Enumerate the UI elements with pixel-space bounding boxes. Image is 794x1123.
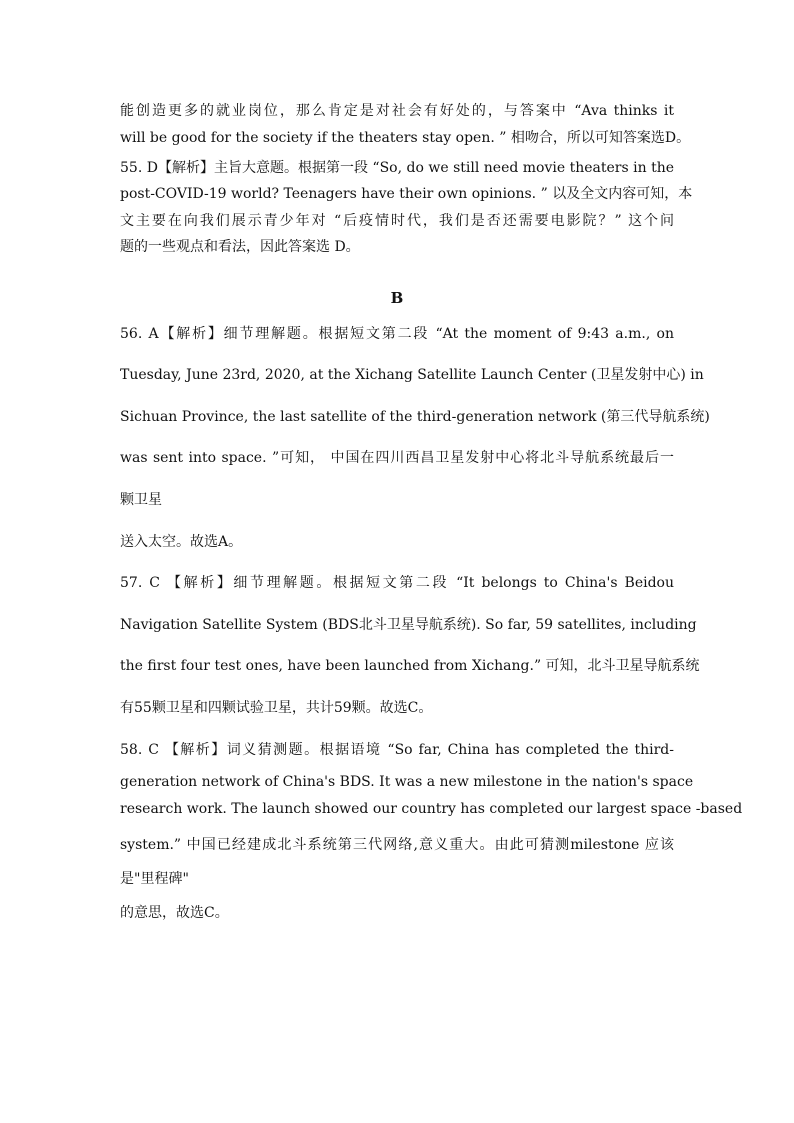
q58-line-5: 是"里程碑" bbox=[120, 871, 189, 887]
q55-line-1: 55. D【解析】主旨大意题。根据第一段 “So, do we still need movie theaters in the bbox=[120, 160, 674, 176]
q58-line-4: system.” 中国已经建成北斗系统第三代网络,意义重大。由此可猜测milestone 应该 bbox=[120, 837, 674, 853]
q55-tail-line-2: will be good for the society if the theaters stay open. ” 相吻合，所以可知答案选D。 bbox=[120, 130, 691, 146]
q56-line-1: 56. A【解析】细节理解题。根据短文第二段 “At the moment of 9:43 a.m., on bbox=[120, 326, 674, 342]
q56-line-3: Sichuan Province, the last satellite of the third-generation network (第三代导航系统) bbox=[120, 409, 710, 425]
q55-line-2: post-COVID-19 world? Teenagers have their own opinions. ” 以及全文内容可知，本 bbox=[120, 186, 693, 202]
q56-line-2: Tuesday, June 23rd, 2020, at the Xichang Satellite Launch Center (卫星发射中心) in bbox=[120, 367, 704, 383]
q57-line-4: 有55颗卫星和四颗试验卫星，共计59颗。故选C。 bbox=[120, 700, 433, 716]
q57-line-1: 57. C 【解析】细节理解题。根据短文第二段 “It belongs to China's Beidou bbox=[120, 575, 674, 591]
q56-line-5: 颗卫星 bbox=[120, 492, 162, 508]
q56-line-4: was sent into space. ”可知， 中国在四川西昌卫星发射中心将北斗导航系统最后一 bbox=[120, 450, 674, 466]
q57-line-3: the first four test ones, have been launched from Xichang.” 可知，北斗卫星导航系统 bbox=[120, 658, 700, 674]
q57-line-2: Navigation Satellite System (BDS北斗卫星导航系统). So far, 59 satellites, including bbox=[120, 617, 697, 633]
q56-line-6: 送入太空。故选A。 bbox=[120, 534, 243, 550]
q58-line-3: research work. The launch showed our country has completed our largest space -based bbox=[120, 801, 743, 817]
q55-line-3: 文主要在向我们展示青少年对 “后疫情时代，我们是否还需要电影院？” 这个问 bbox=[120, 213, 674, 229]
q58-line-6: 的意思，故选C。 bbox=[120, 905, 229, 921]
q55-tail-line-1: 能创造更多的就业岗位，那么肯定是对社会有好处的，与答案中 “Ava thinks it bbox=[120, 103, 674, 119]
q58-line-2: generation network of China's BDS. It was a new milestone in the nation's space bbox=[120, 774, 694, 790]
section-heading: B bbox=[390, 289, 404, 307]
q55-line-4: 题的一些观点和看法，因此答案选 D。 bbox=[120, 239, 360, 255]
q58-line-1: 58. C 【解析】词义猜测题。根据语境 “So far, China has completed the third- bbox=[120, 742, 674, 758]
